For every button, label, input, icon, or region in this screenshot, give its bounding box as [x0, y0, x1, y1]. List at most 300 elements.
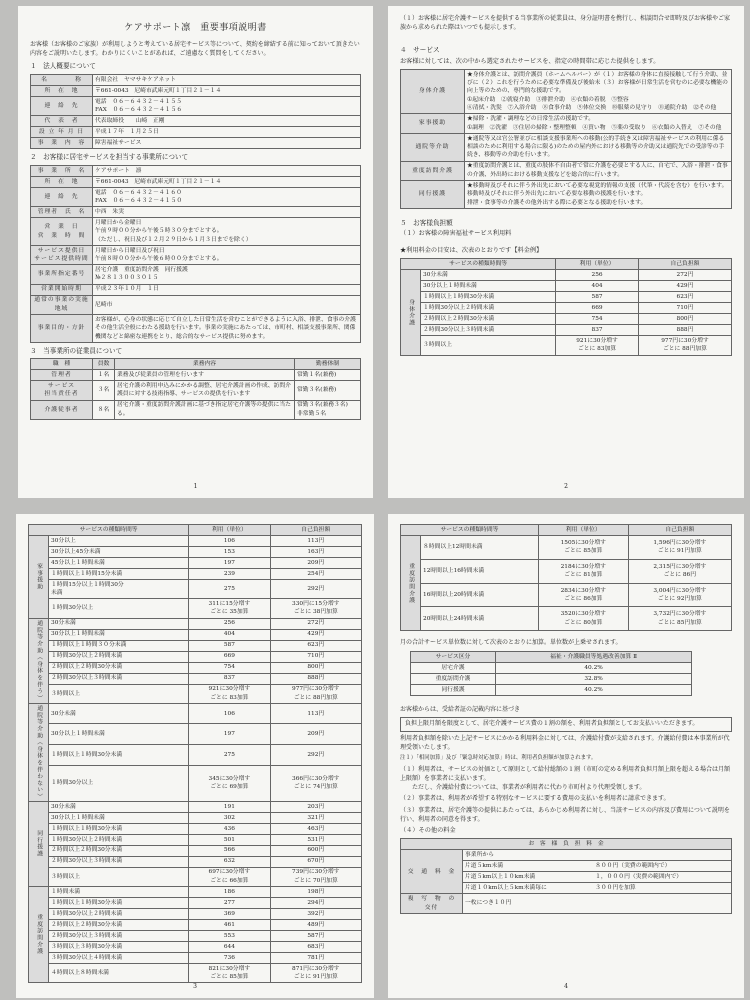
time-range: ２時間30分以上３時間未満	[49, 673, 189, 684]
page-2	[388, 6, 744, 498]
body-care-fee-table	[400, 258, 732, 355]
table-row	[31, 176, 361, 187]
time-range: ２時間以上２時間30分未満	[49, 662, 189, 673]
time-range: 30分以上１時間未満	[49, 812, 189, 823]
column-header: 利用（単位）	[538, 525, 628, 536]
id-card-note: （１）お客様に居宅介護サービスを提供する当事業所の従業員は、身分証明書を携行し、相談問合せ即時及びお客様やご家族から求められた際はいつでも提示します。	[400, 15, 731, 31]
fee-row	[29, 930, 362, 941]
time-range: 30分以上１時間未満	[49, 724, 189, 745]
copay-value: 203円	[270, 801, 361, 812]
copay-value: 163円	[270, 546, 361, 557]
unit-value: 239	[189, 568, 270, 579]
unit-value: 837	[556, 325, 639, 336]
service-group-label: 重度訪問介護	[401, 535, 421, 630]
staff-duty: 居宅介護の利用申込みにかかる調整、居宅介護計画の作成、訪問介護員に対する技術指導、サービスの提供を行います	[115, 381, 295, 400]
fee-row	[29, 887, 362, 898]
fee-row	[29, 618, 362, 629]
column-header: サービスの種類時間等	[401, 525, 539, 536]
monthly-note: 月の合計サービス単位数に対して次表のとおりに加算。単位数が上乗せされます。	[400, 639, 622, 647]
copay-value: 3,004円に30分増す ごとに 92円加算	[628, 583, 731, 607]
copay-value: 623円	[270, 640, 361, 651]
distance-range: 事業所から	[463, 850, 594, 861]
copay-value: 463円	[270, 823, 361, 834]
fee-row	[401, 336, 732, 355]
table-row	[31, 207, 361, 218]
column-header: 自己負担額	[638, 259, 731, 270]
unit-value: 197	[189, 724, 270, 745]
unit-value: 302	[189, 812, 270, 823]
table-row	[31, 85, 361, 96]
time-range: １時間以上１時間15分未満	[49, 568, 189, 579]
table-row	[31, 295, 361, 314]
column-header: 利用（単位）	[189, 525, 270, 536]
time-range: １時間30分以上２時間未満	[421, 303, 556, 314]
copay-value: 429円	[270, 629, 361, 640]
table-row	[31, 74, 361, 85]
time-range: 30分以上１時間未満	[421, 281, 556, 292]
benefit-paragraph: 利用者負担額を除いた上記サービスにかかる利用料金に対しては、介護給付費が支給されます。介護給付費は本事業所が代理受領いたします。	[400, 735, 730, 751]
column-header: 勤務体制	[295, 359, 361, 370]
time-range: １時間以上１時間30分未満	[421, 292, 556, 303]
row-value: ケアサポート 凛	[93, 165, 361, 176]
unit-value: 311に15分増す ごとに 35加算	[189, 599, 270, 618]
section-4-heading: ４ サービス	[400, 46, 440, 55]
copay-value: 366円に30分増す ごとに 74円加算	[270, 765, 361, 801]
unit-value: 837	[189, 673, 270, 684]
fee-row	[29, 963, 362, 982]
copay-value: 292円	[270, 579, 361, 598]
unit-value: 697に30分増す ごとに 66加算	[189, 867, 270, 886]
fee-row	[29, 834, 362, 845]
copay-value: 683円	[270, 941, 361, 952]
copy-label: 複 写 物 の 交付	[401, 894, 463, 913]
row-value: 障害福祉サービス	[93, 138, 361, 149]
unit-value: 275	[189, 744, 270, 765]
row-value: 平成１７年 １月２５日	[93, 127, 361, 138]
service-group-label: 家事援助	[29, 535, 49, 618]
copay-value: 198円	[270, 887, 361, 898]
table-row	[31, 116, 361, 127]
staff-role: サービス 担当責任者	[31, 381, 93, 400]
copay-value: 321円	[270, 812, 361, 823]
table-row	[31, 381, 361, 400]
unit-value: 404	[189, 629, 270, 640]
treatment-improvement-table	[410, 651, 692, 696]
copay-value: 800円	[638, 314, 731, 325]
column-header: 員数	[93, 359, 115, 370]
fee-row	[29, 546, 362, 557]
row-value: 代表取締役 山崎 正剛	[93, 116, 361, 127]
staff-duty: 業務及び従業員の管理を行います	[115, 370, 295, 381]
benefit-footnote: 注１）「相同加算」及び「緊急時対応加算」時は、利用者負担額が加算されます。	[400, 755, 597, 762]
unit-value: 587	[556, 292, 639, 303]
fee-row	[401, 314, 732, 325]
unit-value: 404	[556, 281, 639, 292]
transport-fee	[593, 850, 731, 861]
column-header: 自己負担額	[270, 525, 361, 536]
time-range: ３時間以上	[421, 336, 556, 355]
fee-row	[401, 535, 732, 559]
unit-value: 501	[189, 834, 270, 845]
term-item: （２）事業者は、利用者が希望する特別なサービスに要する費用の支払いを利用者に請求できます。	[400, 795, 670, 803]
unit-value: 256	[189, 618, 270, 629]
time-range: ２時間30分以上３時間未満	[49, 856, 189, 867]
fee-row	[29, 919, 362, 930]
row-label: 管理者 氏 名	[31, 207, 93, 218]
copay-value: 113円	[270, 535, 361, 546]
fee-row	[29, 812, 362, 823]
copay-value: 330円に15分増す ごとに 38円加算	[270, 599, 361, 618]
page-number: 4	[564, 983, 568, 990]
unit-value: 921に30分増す ごとに 83加算	[189, 684, 270, 703]
copay-value: 294円	[270, 898, 361, 909]
column-header: 自己負担額	[628, 525, 731, 536]
row-value: 電話 ０６－６４３２－４１５５ FAX ０６－６４３２－４１５６	[93, 96, 361, 115]
staff-shift: 常勤３名(兼務)	[295, 381, 361, 400]
distance-range: 片道１０km以上５km未満毎に	[463, 883, 594, 894]
table-row	[31, 245, 361, 264]
time-range: 16時間以上20時間未満	[421, 583, 539, 607]
receipt-note: お客様からは、受給者証の記載内容に基づき	[400, 705, 521, 713]
fee-row	[29, 909, 362, 920]
service-name: 身体介護	[401, 69, 465, 114]
unit-value: 644	[189, 941, 270, 952]
copay-value: 429円	[638, 281, 731, 292]
time-range: １時間30分以上	[49, 599, 189, 618]
fee-row	[29, 557, 362, 568]
row-label: 代 表 者	[31, 116, 93, 127]
section-2-heading: ２ お客様に居宅サービスを担当する事業所について	[30, 153, 189, 162]
row-label: 事業目的・方針	[31, 315, 93, 343]
office-info-table	[30, 165, 361, 343]
terms-list	[400, 766, 732, 824]
fee-row	[29, 724, 362, 745]
unit-value: 587	[189, 640, 270, 651]
time-range: 30分以上	[49, 535, 189, 546]
fee-row	[29, 845, 362, 856]
row-value: お客様が、心身の状態に応じて自立した日常生活を営むことができるように入浴、排泄、食事の介護その他生活全般にわたる援助を行います。事業の実施にあたっては、市町村、相談支援事業所、関係機関などと綿密な連携をとり、総合的なサービス提供に努めます。	[93, 315, 361, 343]
page-1	[18, 6, 373, 498]
row-value: 月曜日から金曜日 午前９時００分から午後５時３０分までとする。 （ただし、祝日及び１２月２９日から１月３日までを除く）	[93, 218, 361, 246]
row-value: 平成２３年１０月 １日	[93, 284, 361, 295]
service-row	[401, 161, 732, 180]
other-fees-heading: （４）その他の料金	[400, 827, 456, 835]
row-label: 営業開始時期	[31, 284, 93, 295]
service-group-label: 重度訪問介護	[29, 887, 49, 983]
unit-value: 461	[189, 919, 270, 930]
copy-row	[401, 894, 732, 913]
unit-value: 191	[189, 801, 270, 812]
row-value: 〒661-0043 尼崎市武庫元町１丁目２１－１４	[93, 176, 361, 187]
row-value: 有限会社 ヤマサキケアネット	[93, 74, 361, 85]
page-number: 3	[193, 983, 197, 990]
service-description: ★移動時及びそれに伴う外出先において必要な視覚的情報の支援（代筆・代読を含む）を行います。 移動時及びそれに伴う外出先において必要な移動の援護を行います。 排泄・食事等の介護その他外出する際に必要となる援助を行います。	[465, 180, 732, 208]
row-value: 月曜日から日曜日及び祝日 午前８時００分から午後６時００分までとする。	[93, 245, 361, 264]
copay-value: 272円	[638, 270, 731, 281]
copay-value: 2,315円に30分増す ごとに 86円	[628, 559, 731, 583]
copay-value: 272円	[270, 618, 361, 629]
transport-label: 交 通 料 金	[401, 850, 463, 894]
copay-value: 977円に30分増す ごとに 88円加算	[270, 684, 361, 703]
time-range: １時間30分以上２時間未満	[49, 651, 189, 662]
section-5-heading: ５ お客様負担額	[400, 218, 453, 227]
fee-row	[29, 941, 362, 952]
time-range: １時間30分以上２時間未満	[49, 909, 189, 920]
copay-value: 113円	[270, 703, 361, 724]
row-label: 連 絡 先	[31, 96, 93, 115]
fee-row	[29, 651, 362, 662]
row-value: 電話 ０６－６４３２－４１６０ FAX ０６－６４３２－４１５０	[93, 187, 361, 206]
row-label: 事業所指定番号	[31, 265, 93, 284]
unit-value: 566	[189, 845, 270, 856]
time-range: ２時間30分以上３時間未満	[421, 325, 556, 336]
unit-value: 669	[556, 303, 639, 314]
service-group-label: 同行援護	[29, 801, 49, 886]
section-3-heading: ３ 当事業所の従業員について	[30, 346, 123, 355]
time-range: ３時間以上	[49, 684, 189, 703]
fee-row	[29, 684, 362, 703]
unit-value: 436	[189, 823, 270, 834]
fee-row	[29, 535, 362, 546]
service-fee-table	[28, 524, 362, 983]
column-header: 福祉・介護職員等処遇改善加算 Ⅱ	[495, 651, 691, 662]
unit-value: 1505に30分増す ごとに 85加算	[538, 535, 628, 559]
staff-role: 介護従事者	[31, 400, 93, 419]
row-value: 〒661-0043 尼崎市武庫元町１丁目２１－１４	[93, 85, 361, 96]
time-range: 20時間以上24時間未満	[421, 607, 539, 631]
time-range: １時間以上１時間30分未満	[49, 823, 189, 834]
time-range: ３時間30分以上４時間未満	[49, 952, 189, 963]
table-row	[31, 138, 361, 149]
service-description: ★身体介護とは、訪問介護員（ホームヘルパー）が（１）お客様の身体に直接接触して行う介助、並びに（２）これを行うために必要な準備及び後始末（３）お客様が日常生活を営むのに必要な機能の向上等のための、専門的な援助です。 ①起床介助 ②就寝介助 ③排泄介助 ④衣類の着脱 ⑤整容 ⑥清拭・洗髪 ⑦入浴介助 ⑧食事介助 ⑨体位交換 ⑩服薬の見守り ⑪通院介助 ⑫その他	[465, 69, 732, 114]
fee-row	[401, 559, 732, 583]
column-header: サービス区分	[411, 651, 496, 662]
row-label: 設 立 年 月 日	[31, 127, 93, 138]
table-row	[31, 187, 361, 206]
copay-value: 489円	[270, 919, 361, 930]
copay-value: 888円	[638, 325, 731, 336]
time-range: 30分以上１時間未満	[49, 629, 189, 640]
row-label: 通常の事業の実施地域	[31, 295, 93, 314]
copay-value: 600円	[270, 845, 361, 856]
unit-value: 153	[189, 546, 270, 557]
staff-shift: 常勤１名(兼務)	[295, 370, 361, 381]
time-range: 45分以上１時間未満	[49, 557, 189, 568]
copay-value: 781円	[270, 952, 361, 963]
copay-value: 977円に30分増す ごとに 88円加算	[638, 336, 731, 355]
unit-value: 106	[189, 535, 270, 546]
time-range: １時間30分以上２時間未満	[49, 834, 189, 845]
fee-row	[29, 579, 362, 598]
rate-value: 32.8%	[495, 673, 691, 684]
service-category: 同行援護	[411, 684, 496, 695]
table-row	[31, 315, 361, 343]
service-group-label: 通院等介助（身体を伴わない）	[29, 703, 49, 801]
unit-value: 197	[189, 557, 270, 568]
table-row	[411, 684, 692, 695]
fee-row	[401, 292, 732, 303]
service-name: 重度訪問介護	[401, 161, 465, 180]
service-row	[401, 114, 732, 133]
transport-row	[401, 850, 732, 861]
table-row	[31, 284, 361, 295]
fee-row	[401, 303, 732, 314]
fee-row	[29, 662, 362, 673]
copay-value: 739円に30分増す ごとに 70円加算	[270, 867, 361, 886]
unit-value: 754	[189, 662, 270, 673]
fee-row	[401, 607, 732, 631]
services-table	[400, 69, 732, 209]
column-header: サービスの種類時間等	[401, 259, 556, 270]
fee-row	[29, 599, 362, 618]
table-row	[31, 370, 361, 381]
term-item: （１）利用者は、サービスの対価として原則として給付総額の１割（市町の定める利用者負担月額上限を超える場合は月額上限額）を事業者に支払います。 ただし、介護給付費については、事業者が利用者に代わり市町村より代理受領します。	[400, 766, 731, 791]
time-range: ３時間以上	[49, 867, 189, 886]
time-range: 30分未満	[49, 618, 189, 629]
unit-value: 821に30分増す ごとに 85加算	[189, 963, 270, 982]
fee-row	[29, 952, 362, 963]
service-category: 重度訪問介護	[411, 673, 496, 684]
staff-count: ８名	[93, 400, 115, 419]
fee-row	[29, 823, 362, 834]
unit-value: 277	[189, 898, 270, 909]
copay-value: 670円	[270, 856, 361, 867]
service-group-label: 通院等介助（身体を伴う）	[29, 618, 49, 703]
time-range: 30分未満	[49, 801, 189, 812]
unit-value: 754	[556, 314, 639, 325]
staff-role: 管理者	[31, 370, 93, 381]
other-fees-table	[400, 838, 732, 913]
service-category: 居宅介護	[411, 662, 496, 673]
fee-row	[29, 703, 362, 724]
time-range: １時間以上１時間30分未満	[49, 898, 189, 909]
time-range: １時間以上１時間３０分未満	[49, 640, 189, 651]
intro-text: お客様（お客様のご家族）が利用しようと考えている居宅サービス等について、契約を締結する前に知っておいて頂きたい内容をご説明いたします。わかりにくいことがあれば、ご遠慮なく質問をしてください。	[30, 41, 360, 57]
time-range: 30分以上45分未満	[49, 546, 189, 557]
time-range: １時間以上１時間30分未満	[49, 744, 189, 765]
copay-value: 209円	[270, 724, 361, 745]
transport-fee: ３００円を加算	[593, 883, 731, 894]
section-1-heading: １ 法人概要について	[30, 62, 96, 71]
row-label: サービス提供日 サービス提供時間	[31, 245, 93, 264]
transport-fee: ８００円（実費の範囲内で）	[593, 861, 731, 872]
unit-value: 669	[189, 651, 270, 662]
fee-row	[401, 270, 732, 281]
table-row	[31, 165, 361, 176]
service-description: ★掃除・洗濯・調理などの日常生活の援助です。 ①調理 ②洗濯 ③住居の掃除・整理整頓 ④買い物 ⑤薬の受取り ⑥衣類の入替え ⑦その他	[465, 114, 732, 133]
service-description: ★重度訪問介護とは、重度の肢体不自由者で常に介護を必要とする人に、自宅で、入浴・排泄・食事の介護、外出時における移動支援などを総合的に行います。	[465, 161, 732, 180]
time-range: 30分未満	[421, 270, 556, 281]
time-range: ２時間30分以上３時間未満	[49, 930, 189, 941]
table-row	[31, 127, 361, 138]
copay-value: 292円	[270, 744, 361, 765]
service-name: 通院等介助	[401, 133, 465, 161]
service-row	[401, 69, 732, 114]
row-label: 連 絡 先	[31, 187, 93, 206]
fee-row	[29, 867, 362, 886]
staff-count: １名	[93, 370, 115, 381]
staff-count: ３名	[93, 381, 115, 400]
page-number: 2	[564, 483, 568, 490]
row-label: 名 称	[31, 74, 93, 85]
fee-row	[29, 568, 362, 579]
page-4	[388, 514, 744, 998]
fee-row	[401, 325, 732, 336]
copay-value: 710円	[270, 651, 361, 662]
staff-shift: 常勤３名(兼務３名) 非常勤５名	[295, 400, 361, 419]
fee-row	[29, 640, 362, 651]
table-row	[411, 662, 692, 673]
corporate-info-table	[30, 74, 361, 149]
unit-value: 921に30分増す ごとに 83加算	[556, 336, 639, 355]
table-row	[31, 265, 361, 284]
table-row	[31, 400, 361, 419]
page-number: 1	[193, 483, 198, 490]
table-row	[411, 673, 692, 684]
unit-value: 275	[189, 579, 270, 598]
column-header: 職 種	[31, 359, 93, 370]
unit-value: 369	[189, 909, 270, 920]
column-header: サービスの種類時間等	[29, 525, 189, 536]
transport-fee: １，０００円（実費の範囲内で）	[593, 872, 731, 883]
fee-row	[29, 765, 362, 801]
unit-value: 3520に30分増す ごとに 80加算	[538, 607, 628, 631]
copay-value: 531円	[270, 834, 361, 845]
unit-value: 256	[556, 270, 639, 281]
copay-value: 888円	[270, 673, 361, 684]
copy-fee: 一枚につき１０円	[463, 894, 732, 913]
fee-row	[29, 673, 362, 684]
copay-value: 254円	[270, 568, 361, 579]
fee-row	[29, 629, 362, 640]
fee-row	[29, 744, 362, 765]
row-value: 中西 朱実	[93, 207, 361, 218]
service-row	[401, 133, 732, 161]
service-row	[401, 180, 732, 208]
table-row	[31, 218, 361, 246]
rate-value: 40.2%	[495, 662, 691, 673]
distance-range: 片道５km以上１０km未満	[463, 872, 594, 883]
fee-row	[29, 898, 362, 909]
copay-value: 800円	[270, 662, 361, 673]
row-label: 営 業 日 営 業 時 間	[31, 218, 93, 246]
unit-value: 2184に30分増す ごとに 81加算	[538, 559, 628, 583]
row-value: 尼崎市	[93, 295, 361, 314]
time-range: 30分未満	[49, 703, 189, 724]
time-range: ２時間以上２時間30分未満	[49, 845, 189, 856]
fee-row	[401, 281, 732, 292]
time-range: １時間未満	[49, 887, 189, 898]
table-row	[31, 96, 361, 115]
service-name: 同行援護	[401, 180, 465, 208]
time-range: １時間15分以上１時間30分 未満	[49, 579, 189, 598]
copay-value: 871円に30分増す ごとに 91円加算	[270, 963, 361, 982]
unit-value: 2834に30分増す ごとに 86加算	[538, 583, 628, 607]
fee-row	[29, 801, 362, 812]
time-range: 12時間以上16時間未満	[421, 559, 539, 583]
term-item: （３）事業者は、居宅介護等の提供にあたっては、あらかじめ利用者に対し、当該サービスの内容及び費用について説明を行い、利用者の同意を得ます。	[400, 807, 730, 823]
unit-value: 553	[189, 930, 270, 941]
other-fees-title: お 客 様 負 担 料 金	[401, 839, 732, 850]
unit-value: 632	[189, 856, 270, 867]
time-range: ８時間以上12時間未満	[421, 535, 539, 559]
service-description: ★通院等又は官公署並びに相談支援事業所への移動(公的手続き又は障害福祉サービスの利用に係る相談のために利用する場合に限る)のための屋内外における移動等の介助又は通院先での受診等の手続き、移動等の介助を行います。	[465, 133, 732, 161]
time-range: ２時間以上２時間30分未満	[49, 919, 189, 930]
distance-range: 片道５km未満	[463, 861, 594, 872]
time-range: １時間30分以上	[49, 765, 189, 801]
unit-value: 186	[189, 887, 270, 898]
copay-value: 209円	[270, 557, 361, 568]
